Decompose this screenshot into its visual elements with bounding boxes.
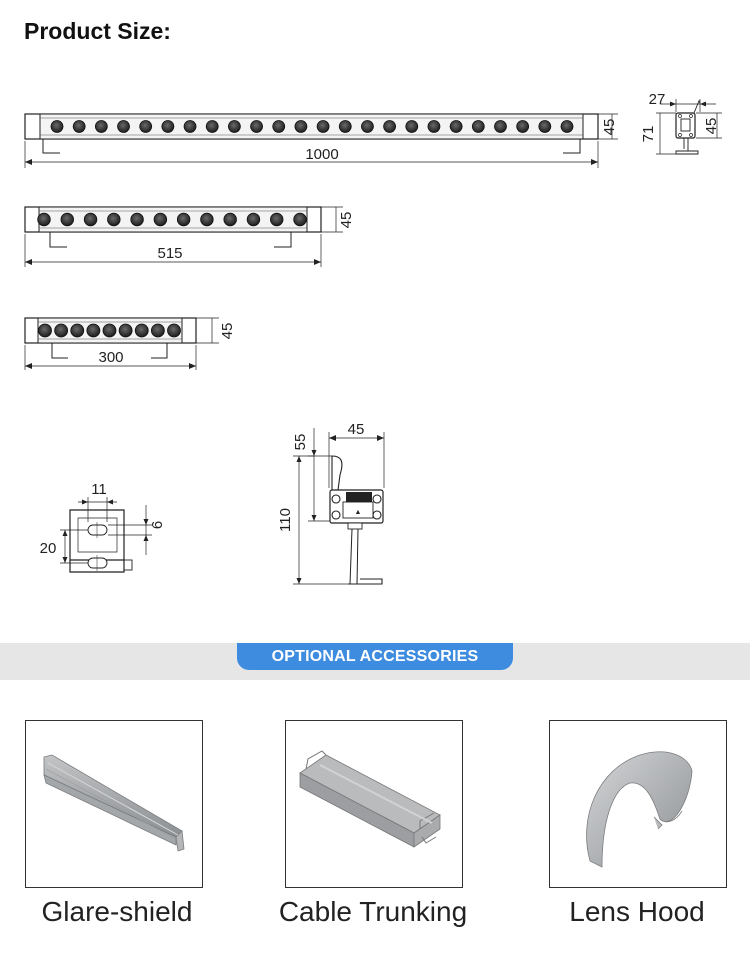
- led-lens-icon: [71, 324, 84, 337]
- accessory-label-cable-trunking: Cable Trunking: [278, 896, 468, 927]
- svg-text:▲: ▲: [354, 509, 362, 516]
- bar-1000-height: 45: [601, 118, 618, 136]
- side-view-total-height: 71: [640, 125, 657, 143]
- mount-width: 45: [347, 421, 365, 438]
- mount-total-height: 110: [277, 508, 294, 532]
- accessories-banner: OPTIONAL ACCESSORIES: [237, 643, 513, 670]
- bracket-detail-drawing: [40, 481, 166, 572]
- bar-300-length: 300: [98, 349, 124, 366]
- led-lens-icon: [472, 121, 484, 133]
- led-lens-icon: [184, 121, 196, 133]
- side-view-width: 27: [648, 91, 666, 108]
- side-view-drawing: [640, 91, 722, 154]
- glare-shield-icon: [26, 721, 202, 887]
- side-view-body-height: 45: [703, 117, 720, 135]
- led-lens-icon: [73, 121, 85, 133]
- led-lens-icon: [224, 213, 237, 226]
- led-lens-icon: [61, 213, 74, 226]
- bracket-hole-gap: 6: [149, 520, 166, 530]
- led-lens-icon: [108, 213, 121, 226]
- led-lens-icon: [406, 121, 418, 133]
- led-lens-icon: [450, 121, 462, 133]
- led-lens-icon: [95, 121, 107, 133]
- led-lens-icon: [206, 121, 218, 133]
- led-lens-icon: [118, 121, 130, 133]
- led-lens-icon: [539, 121, 551, 133]
- led-lens-icon: [140, 121, 152, 133]
- led-lens-icon: [168, 324, 181, 337]
- bracket-width: 11: [91, 481, 107, 498]
- led-lens-icon: [103, 324, 116, 337]
- accessory-card-lens-hood: [549, 720, 727, 888]
- led-lens-icon: [135, 324, 148, 337]
- led-lens-icon: [384, 121, 396, 133]
- led-lens-icon: [201, 213, 214, 226]
- accessory-card-cable-trunking: [285, 720, 463, 888]
- led-lens-icon: [295, 121, 307, 133]
- bar-300-drawing: [25, 318, 236, 370]
- led-lens-icon: [251, 121, 263, 133]
- led-lens-icon: [228, 121, 240, 133]
- cable-trunking-icon: [286, 721, 462, 887]
- led-lens-icon: [294, 213, 307, 226]
- bracket-height: 20: [39, 540, 57, 557]
- led-lens-icon: [87, 324, 100, 337]
- led-lens-icon: [517, 121, 529, 133]
- led-lens-icon: [494, 121, 506, 133]
- led-lens-icon: [247, 213, 260, 226]
- accessory-label-glare-shield: Glare-shield: [41, 896, 193, 927]
- bar-515-drawing: [25, 207, 355, 267]
- bar-300-height: 45: [219, 322, 236, 340]
- led-lens-icon: [270, 213, 283, 226]
- page-title: Product Size:: [24, 18, 171, 44]
- mount-front-drawing: [277, 421, 384, 584]
- led-lens-icon: [119, 324, 132, 337]
- led-lens-icon: [273, 121, 285, 133]
- lens-hood-icon: [550, 721, 726, 887]
- led-lens-icon: [428, 121, 440, 133]
- led-lens-icon: [154, 213, 167, 226]
- bar-515-length: 515: [157, 245, 183, 262]
- led-lens-icon: [561, 121, 573, 133]
- led-lens-icon: [55, 324, 68, 337]
- led-lens-icon: [317, 121, 329, 133]
- led-lens-icon: [339, 121, 351, 133]
- led-lens-icon: [51, 121, 63, 133]
- led-lens-icon: [131, 213, 144, 226]
- led-lens-icon: [84, 213, 97, 226]
- led-lens-icon: [162, 121, 174, 133]
- mount-top-dim: 55: [292, 433, 309, 451]
- bar-1000-length: 1000: [305, 146, 339, 163]
- accessory-card-glare-shield: [25, 720, 203, 888]
- led-lens-icon: [177, 213, 190, 226]
- led-lens-icon: [39, 324, 52, 337]
- led-lens-icon: [151, 324, 164, 337]
- bar-515-height: 45: [338, 211, 355, 229]
- led-lens-icon: [361, 121, 373, 133]
- accessory-label-lens-hood: Lens Hood: [569, 896, 705, 927]
- bar-1000-drawing: [25, 114, 618, 168]
- led-lens-icon: [38, 213, 51, 226]
